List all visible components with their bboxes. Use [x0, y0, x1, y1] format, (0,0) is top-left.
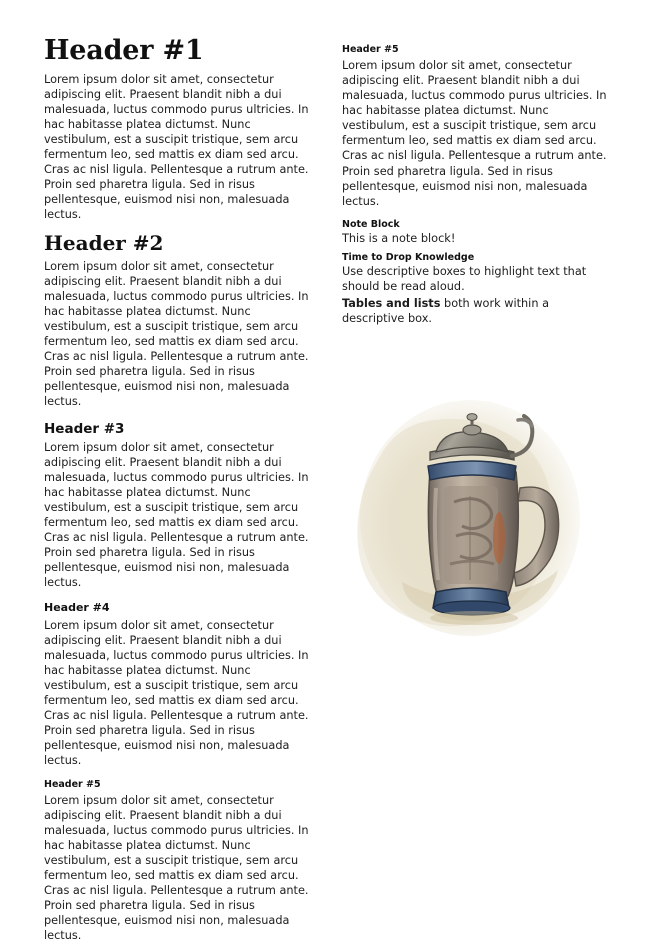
beer-stein-illustration — [342, 368, 614, 668]
descriptive-block-title: Time to Drop Knowledge — [342, 251, 475, 263]
body-paragraph-4: Lorem ipsum dolor sit amet, consectetur adipiscing elit. Praesent blandit nibh a dui malesuada, luctus commodo purus ultricies. In hac habitasse platea dictumst. Nunc vestibulum, est a suscipit tristique, sem arcu fermentum leo, sed mattis ex diam sed arcu. Cras ac nisl ligula. Pellentesque a rutrum ante. Proin sed pharetra ligula. Sed in risus pellentesque, euismod nisi non, malesuada lectus. — [44, 618, 309, 767]
heading-4: Header #4 — [44, 601, 110, 615]
descriptive-block-rest: both work within a descriptive box. — [342, 296, 549, 325]
note-block-title: Note Block — [342, 218, 400, 230]
heading-1: Header #1 — [44, 35, 204, 66]
body-paragraph-3: Lorem ipsum dolor sit amet, consectetur adipiscing elit. Praesent blandit nibh a dui malesuada, luctus commodo purus ultricies. In hac habitasse platea dictumst. Nunc vestibulum, est a suscipit tristique, sem arcu fermentum leo, sed mattis ex diam sed arcu. Cras ac nisl ligula. Pellentesque a rutrum ante. Proin sed pharetra ligula. Sed in risus pellentesque, euismod nisi non, malesuada lectus. — [44, 441, 309, 590]
heading-5-right: Header #5 — [342, 44, 399, 55]
beer-stein-icon — [342, 368, 614, 668]
heading-5: Header #5 — [44, 778, 101, 790]
right-column — [342, 36, 614, 668]
note-block-text: This is a note block! — [342, 231, 456, 245]
body-paragraph-2: Lorem ipsum dolor sit amet, consectetur adipiscing elit. Praesent blandit nibh a dui malesuada, luctus commodo purus ultricies. In hac habitasse platea dictumst. Nunc vestibulum, est a suscipit tristique, sem arcu fermentum leo, sed mattis ex diam sed arcu. Cras ac nisl ligula. Pellentesque a rutrum ante. Proin sed pharetra ligula. Sed in risus pellentesque, euismod nisi non, malesuada lectus. — [44, 259, 309, 408]
body-paragraph-5: Lorem ipsum dolor sit amet, consectetur adipiscing elit. Praesent blandit nibh a dui malesuada, luctus commodo purus ultricies. In hac habitasse platea dictumst. Nunc vestibulum, est a suscipit tristique, sem arcu fermentum leo, sed mattis ex diam sed arcu. Cras ac nisl ligula. Pellentesque a rutrum ante. Proin sed pharetra ligula. Sed in risus pellentesque, euismod nisi non, malesuada lectus. — [44, 794, 309, 943]
two-column-layout — [44, 36, 612, 945]
heading-3: Header #3 — [44, 421, 125, 437]
descriptive-block-text: Use descriptive boxes to highlight text that should be read aloud. — [342, 264, 587, 293]
heading-2: Header #2 — [44, 230, 164, 255]
body-paragraph-right: Lorem ipsum dolor sit amet, consectetur adipiscing elit. Praesent blandit nibh a dui malesuada, luctus commodo purus ultricies. In hac habitasse platea dictumst. Nunc vestibulum, est a suscipit tristique, sem arcu fermentum leo, sed mattis ex diam sed arcu. Cras ac nisl ligula. Pellentesque a rutrum ante. Proin sed pharetra ligula. Sed in risus pellentesque, euismod nisi non, malesuada lectus. — [342, 59, 607, 208]
left-column — [44, 36, 316, 945]
descriptive-block-lead: Tables and lists — [342, 296, 441, 310]
note-block — [342, 219, 614, 246]
descriptive-block-secondary — [342, 296, 614, 326]
body-paragraph-1: Lorem ipsum dolor sit amet, consectetur adipiscing elit. Praesent blandit nibh a dui malesuada, luctus commodo purus ultricies. In hac habitasse platea dictumst. Nunc vestibulum, est a suscipit tristique, sem arcu fermentum leo, sed mattis ex diam sed arcu. Cras ac nisl ligula. Pellentesque a rutrum ante. Proin sed pharetra ligula. Sed in risus pellentesque, euismod nisi non, malesuada lectus. — [44, 72, 309, 221]
descriptive-block — [342, 252, 614, 326]
